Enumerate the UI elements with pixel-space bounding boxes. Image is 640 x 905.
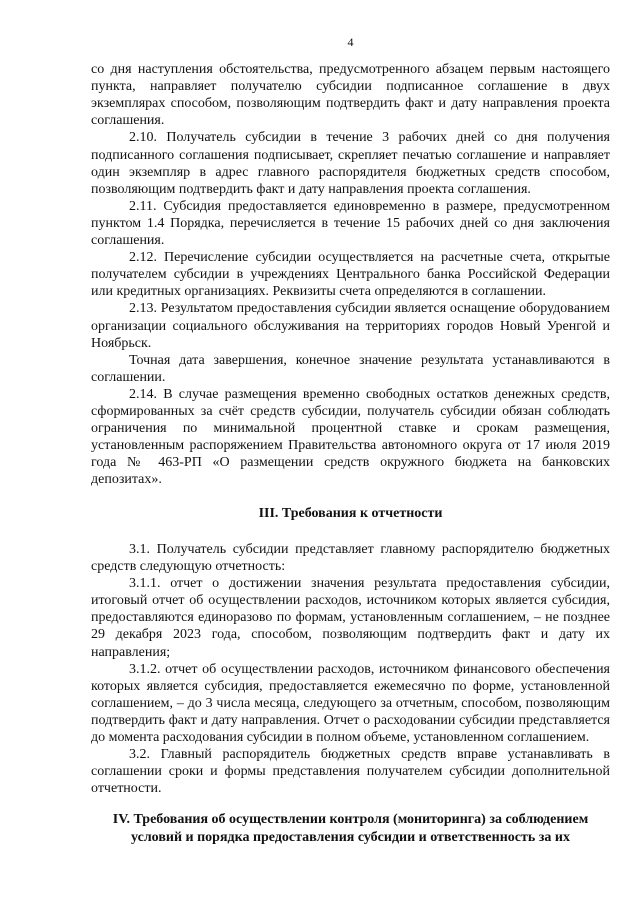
paragraph-2-13: 2.13. Результатом предоставления субсидии является оснащение оборудованием организации социального обслуживания на территориях городов Новый Уренгой и Ноябрьск. bbox=[91, 301, 610, 351]
paragraph-3-1-2: 3.1.2. отчет об осуществлении расходов, источником финансового обеспечения которых является субсидия, предоставляется ежемесячно по форме, установленной соглашением, – до 3 числа месяца, следующего за отчетным, способом, позволяющим подтвердить факт и дату направления. Отчет о расходовании субсидии представляется до момента расходования субсидии в полном объеме, установленном соглашением. bbox=[91, 661, 610, 745]
paragraph-2-10: 2.10. Получатель субсидии в течение 3 рабочих дней со дня получения подписанного соглашения подписывает, скрепляет печатью соглашение и направляет один экземпляр в адрес главного распорядителя бюджетных средств способом, позволяющим подтвердить факт и дату направления проекта соглашения. bbox=[91, 130, 610, 197]
section-4-heading: IV. Требования об осуществлении контроля (мониторинга) за соблюдением условий и порядка предоставления субсидии и ответственность за их bbox=[112, 812, 589, 845]
paragraph-3-1: 3.1. Получатель субсидии представляет главному распорядителю бюджетных средств следующую отчетность: bbox=[91, 541, 610, 575]
paragraph-2-12: 2.12. Перечисление субсидии осуществляется на расчетные счета, открытые получателем субсидии в учреждениях Центрального банка Российской Федерации или кредитных организациях. Реквизиты счета определяются в соглашении. bbox=[91, 250, 610, 300]
paragraph-2-13-date: Точная дата завершения, конечное значение результата устанавливаются в соглашении. bbox=[91, 352, 610, 385]
section-3-heading: III. Требования к отчетности bbox=[258, 506, 443, 522]
paragraph-2-14: 2.14. В случае размещения временно свободных остатков денежных средств, сформированных за счёт средств субсидии, получатель субсидии обязан соблюдать ограничения по минимальной процентной ставке и срокам размещения, установленным распоряжением Правительства автономного округа от 17 июля 2019 года № 463-РП «О размещении средств окружного бюджета на банковских депозитах». bbox=[91, 386, 610, 488]
paragraph-3-1-1: 3.1.1. отчет о достижении значения результата предоставления субсидии, итоговый отчет об осуществлении расходов, источником которых является субсидия, предоставляются единоразово по формам, установленным соглашением, – не позднее 29 декабря 2023 года, способом, позволяющим подтвердить факт и дату их направления; bbox=[91, 576, 610, 660]
paragraph-3-2: 3.2. Главный распорядитель бюджетных средств вправе устанавливать в соглашении сроки и формы представления получателем субсидии дополнительной отчетности. bbox=[91, 747, 610, 797]
paragraph-continuation: со дня наступления обстоятельства, предусмотренного абзацем первым настоящего пункта, направляет получателю субсидии подписанное соглашение в двух экземплярах способом, позволяющим подтвердить факт и дату направления проекта соглашения. bbox=[91, 62, 610, 129]
page-number: 4 bbox=[347, 35, 354, 49]
paragraph-2-11: 2.11. Субсидия предоставляется единовременно в размере, предусмотренном пунктом 1.4 Порядка, перечисляется в течение 15 рабочих дней со дня заключения соглашения. bbox=[91, 198, 610, 249]
